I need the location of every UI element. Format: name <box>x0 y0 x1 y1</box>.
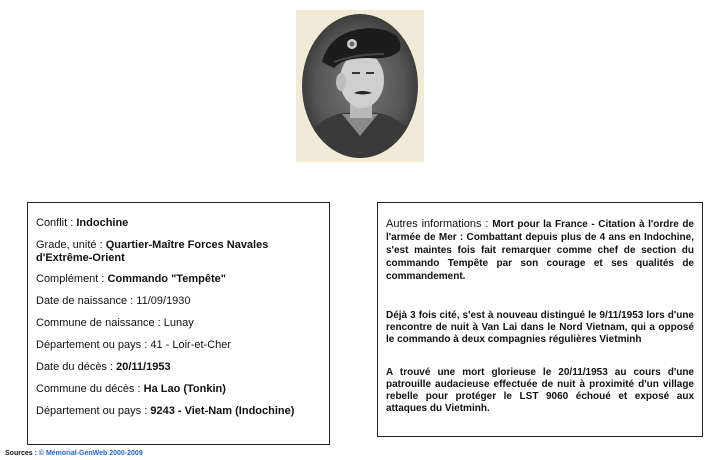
identity-card <box>27 202 330 445</box>
sources-link[interactable]: © Mémorial-GenWeb 2000-2009 <box>38 450 143 457</box>
death-department-field <box>36 405 321 418</box>
birth-date-field <box>36 295 321 308</box>
conflict-label: Conflit : <box>36 217 77 229</box>
complement-field <box>36 273 321 286</box>
other-info-label: Autres informations : <box>386 218 493 230</box>
death-department-value: 9243 - Viet-Nam (Indochine) <box>150 405 295 417</box>
birth-commune-field <box>36 317 321 330</box>
birth-commune-label: Commune de naissance : <box>36 317 164 329</box>
birth-date-label: Date de naissance : <box>36 295 137 307</box>
death-date-label: Date du décès : <box>36 361 117 373</box>
sources-label: Sources : <box>5 450 39 457</box>
portrait-photo <box>296 10 424 162</box>
other-info-paragraph-3: A trouvé une mort glorieuse le 20/11/1953 au cours d'une patrouille audacieuse effectuée de nuit à proximité d'un village rebelle pour protéger le LST 9060 échoué et exposé aux attaques du Vietminh. <box>386 367 694 414</box>
other-info-paragraph-2: Déjà 3 fois cité, s'est à nouveau distingué le 9/11/1953 lors d'une rencontre de nuit à Van Lai dans le Nord Vietnam, qui a opposé le commando à deux compagnies régulières Vietminh <box>386 310 694 345</box>
death-date-field <box>36 361 321 374</box>
conflict-value: Indochine <box>76 217 129 229</box>
other-info-card <box>377 202 703 437</box>
portrait-frame <box>296 10 424 162</box>
death-commune-label: Commune du décès : <box>36 383 144 395</box>
grade-value: Quartier-Maître Forces Navales d'Extrême-Orient <box>36 239 269 264</box>
grade-field <box>36 239 321 265</box>
grade-label: Grade, unité : <box>36 239 106 251</box>
conflict-field <box>36 217 321 230</box>
complement-value: Commando "Tempête" <box>107 273 226 285</box>
sources-footer <box>5 449 143 458</box>
other-info-paragraph-1 <box>386 218 694 283</box>
complement-label: Complément : <box>36 273 108 285</box>
birth-date-value: 11/09/1930 <box>136 295 191 307</box>
death-commune-field <box>36 383 321 396</box>
death-department-label: Département ou pays : <box>36 405 151 417</box>
other-info-text-1: Mort pour la France - Citation à l'ordre de l'armée de Mer : Combattant depuis plus de 4 ans en Indochine, s'est maintes fois fait remarquer comme chef de section du commando Tempête par son courage et ses qualités de commandement. <box>386 219 694 282</box>
death-commune-value: Ha Lao (Tonkin) <box>143 383 226 395</box>
birth-department-field <box>36 339 321 352</box>
birth-department-label: Département ou pays : <box>36 339 151 351</box>
death-date-value: 20/11/1953 <box>116 361 171 373</box>
birth-department-value: 41 - Loir-et-Cher <box>150 339 232 351</box>
birth-commune-value: Lunay <box>163 317 194 329</box>
